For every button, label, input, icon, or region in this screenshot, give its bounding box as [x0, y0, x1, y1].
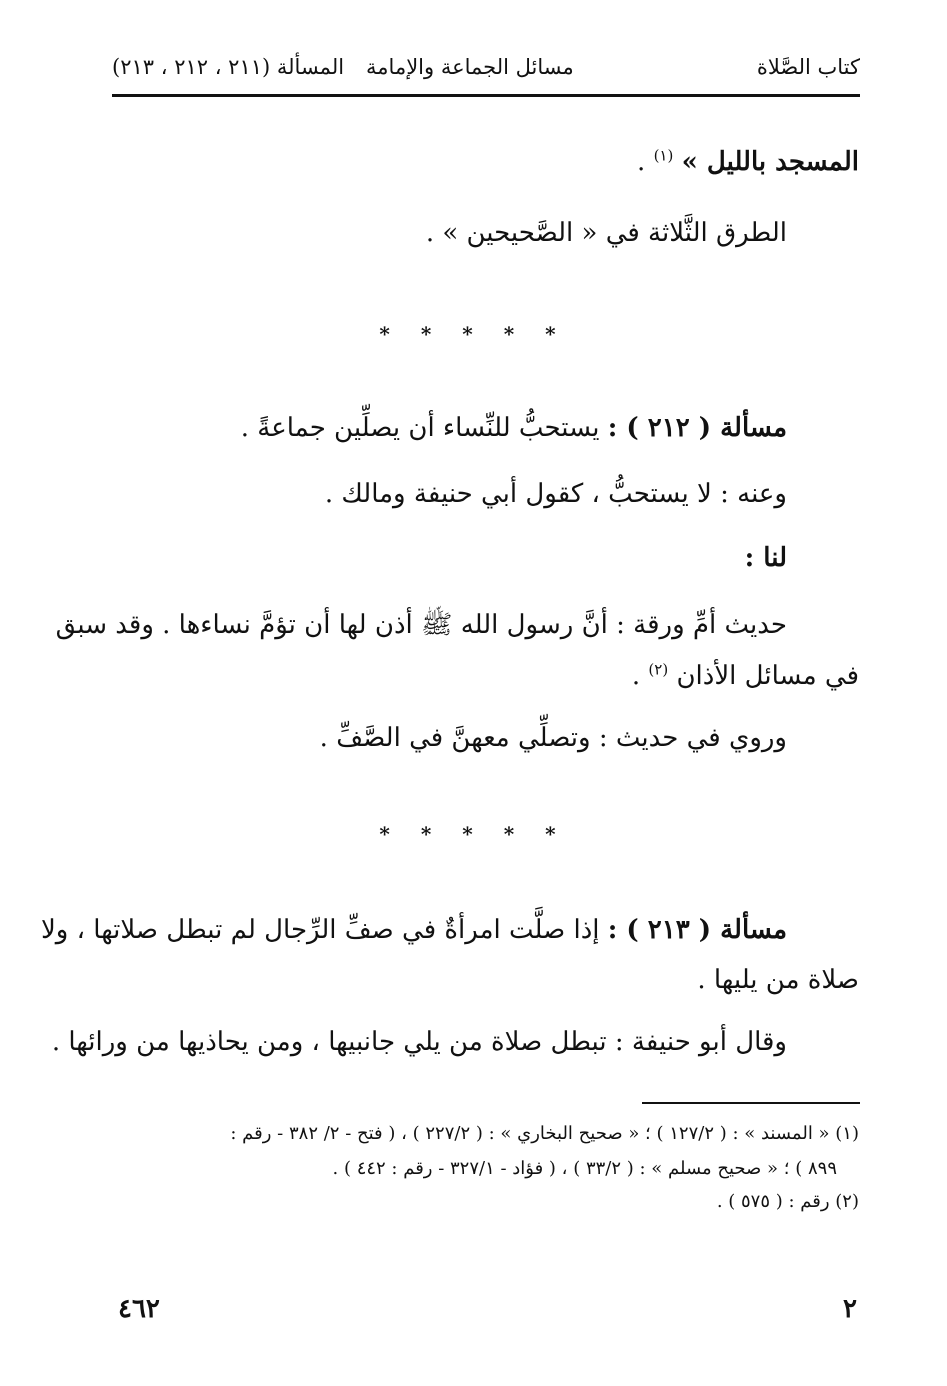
book-title: كتاب الصَّلاة: [756, 55, 860, 79]
text-line-rewi: وروي في حديث : وتصلِّي معهنَّ في الصَّفِّ .: [319, 723, 787, 753]
footnote-1-line-2: ٨٩٩ ) ؛ « صحيح مسلم » : ( ٣٣/٢ ) ، ( فؤاد - ٣٢٧/١ - رقم : ٤٤٢ ) .: [332, 1158, 837, 1179]
footnote-divider: [642, 1102, 860, 1104]
text-line-wanhu: وعنه : لا يستحبُّ ، كقول أبي حنيفة ومالك .: [324, 479, 787, 509]
text-hadith-2-end: .: [631, 661, 649, 691]
section-separator: * * * * *: [379, 822, 568, 846]
footnote-1-line-1: (١) « المسند » : ( ١٢٧/٢ ) ؛ « صحيح البخاري » : ( ٢٢٧/٢ ) ، ( فتح - ٢/ ٣٨٢ - رقم :: [230, 1123, 859, 1144]
issue-213-heading: [41, 910, 787, 950]
issue-212-text: يستحبُّ للنِّساء أن يصلِّين جماعةً .: [240, 413, 608, 443]
text-line-hadith-1: حديث أمِّ ورقة : أنَّ رسول الله ﷺ أذن لها أن تؤمَّ نساءها . وقد سبق: [55, 610, 787, 640]
issue-range: المسألة (٢١١ ، ٢١٢ ، ٢١٣): [112, 55, 345, 79]
footnote-ref-2: (٢): [648, 660, 669, 679]
text-line-turuq: الطرق الثَّلاثة في « الصَّحيحين » .: [425, 218, 787, 248]
header-divider: [112, 94, 860, 97]
text-line-masjid: [637, 142, 859, 182]
text-masjid-bold: المسجد بالليل »: [681, 147, 859, 177]
issue-212-label: مسألة ( ٢١٢ ) :: [607, 413, 787, 443]
footnote-2: (٢) رقم : ( ٥٧٥ ) .: [716, 1191, 859, 1212]
issue-212-heading: [241, 408, 787, 448]
footnote-ref-1: (١): [653, 146, 674, 165]
volume-number: ٢: [843, 1294, 857, 1324]
text-line-hadith-2: [632, 656, 859, 696]
text-hadith-2: في مسائل الأذان: [676, 661, 859, 691]
text-line-213-2: صلاة من يليها .: [697, 965, 859, 995]
issue-213-label: مسألة ( ٢١٣ ) :: [607, 915, 787, 945]
section-separator: * * * * *: [379, 322, 568, 346]
running-title: [112, 52, 574, 82]
page-header: [112, 52, 860, 88]
text-line-abu-hanifa: وقال أبو حنيفة : تبطل صلاة من يلي جانبيها ، ومن يحاذيها من ورائها .: [51, 1027, 787, 1057]
text-line-lana: لنا :: [744, 543, 787, 573]
issue-213-text: إذا صلَّت امرأةٌ في صفِّ الرِّجال لم تبطل صلاتها ، ولا: [40, 915, 608, 945]
section-title: مسائل الجماعة والإمامة: [366, 55, 574, 79]
page-number: ٤٦٢: [118, 1294, 160, 1324]
text-masjid-end: .: [637, 147, 654, 177]
